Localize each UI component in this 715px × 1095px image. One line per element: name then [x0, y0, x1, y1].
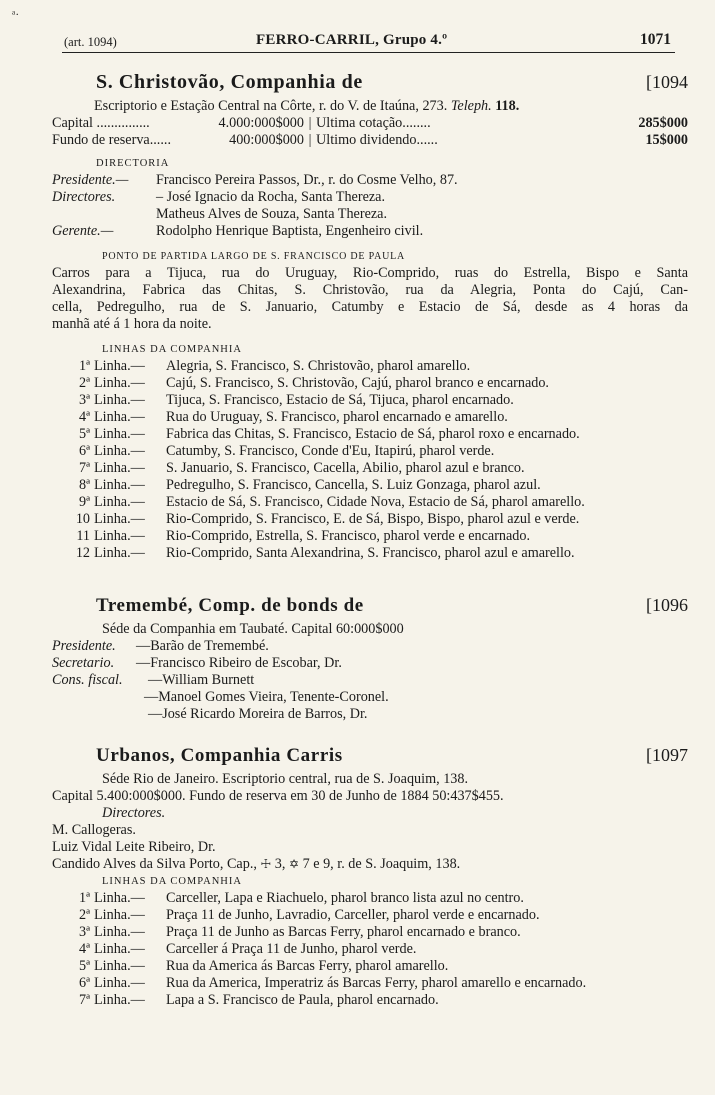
entry-title-row	[52, 747, 688, 771]
linha-row	[52, 511, 688, 528]
directoria-heading: DIRECTORIA	[96, 158, 170, 169]
linha-row	[52, 992, 688, 1009]
page-header	[0, 0, 715, 56]
linha-row	[52, 958, 688, 975]
linha-word: Linha.—	[94, 545, 145, 561]
fundo-row	[52, 132, 688, 149]
entry-1097	[52, 747, 688, 1009]
linha-number: 11	[76, 528, 90, 544]
director-3-address: 7 e 9, r. de S. Joaquim, 138.	[302, 856, 461, 872]
linha-number: 6ª	[78, 443, 90, 459]
presidente-name: —Barão de Tremembé.	[136, 638, 269, 654]
presidente-name: Francisco Pereira Passos, Dr., r. do Cosme Velho, 87.	[156, 172, 458, 188]
linha-row	[52, 375, 688, 392]
capital-row	[52, 115, 688, 132]
linha-route: Rio-Comprido, Estrella, S. Francisco, pharol verde e encarnado.	[166, 528, 531, 544]
linha-row	[52, 975, 688, 992]
ponto-line: cella, Pedregulho, rua de S. Januario, Catumby e Estacio de Sá, desde as 4 horas da	[52, 299, 688, 315]
header-rule	[62, 52, 675, 53]
linha-number: 6ª	[78, 975, 90, 991]
director-2: Matheus Alves de Souza, Santa Thereza.	[156, 206, 388, 222]
ultima-cotacao-label: Ultima cotação........	[316, 115, 431, 131]
linha-number: 10	[75, 511, 90, 527]
cross-icon: ☩	[260, 857, 272, 871]
ponto-line: Alexandrina, Fabrica das Chitas, S. Christovão, rua da Alegria, Ponta do Cajú, Can-	[52, 282, 688, 298]
linha-number: 7ª	[78, 460, 90, 476]
linhas-heading: LINHAS DA COMPANHIA	[102, 876, 242, 887]
linha-number: 3ª	[78, 924, 90, 940]
linha-number: 4ª	[78, 941, 90, 957]
director-2: Luiz Vidal Leite Ribeiro, Dr.	[52, 839, 216, 855]
sede-line: Séde da Companhia em Taubaté. Capital 60:000$000	[102, 621, 404, 637]
entry-title-row	[52, 597, 688, 621]
linha-word: Linha.—	[94, 924, 145, 940]
linha-route: Estacio de Sá, S. Francisco, Cidade Nova, Estacio de Sá, pharol amarello.	[166, 494, 585, 510]
teleph-number: 118.	[495, 98, 520, 114]
linha-word: Linha.—	[94, 958, 145, 974]
linha-route: Carceller, Lapa e Riachuelo, pharol branco lista azul no centro.	[166, 890, 524, 906]
gerente-name: Rodolpho Henrique Baptista, Engenheiro civil.	[156, 223, 424, 239]
entry-title: Tremembé, Comp. de bonds de	[96, 595, 364, 616]
linha-number: 9ª	[78, 494, 90, 510]
linha-route: Pedregulho, S. Francisco, Cancella, S. Luiz Gonzaga, pharol azul.	[166, 477, 541, 493]
column-separator: |	[308, 132, 312, 148]
cons-fiscal-3: —José Ricardo Moreira de Barros, Dr.	[148, 706, 368, 722]
column-separator: |	[308, 115, 312, 131]
linha-route: Rua do Uruguay, S. Francisco, pharol encarnado e amarello.	[166, 409, 508, 425]
linha-number: 2ª	[78, 375, 90, 391]
ultima-cotacao-value: 285$000	[638, 115, 688, 131]
entry-title-row	[52, 71, 688, 98]
entry-title: Urbanos, Companhia Carris	[96, 745, 343, 766]
linha-row	[52, 941, 688, 958]
linha-number: 3ª	[78, 392, 90, 408]
linha-row	[52, 890, 688, 907]
entry-number: [1097	[646, 745, 688, 765]
ponto-line: Carros para a Tijuca, rua do Uruguay, Rio-Comprido, ruas do Estrella, Bispo e Santa	[52, 265, 688, 281]
linha-row	[52, 460, 688, 477]
linha-route: Rua da America ás Barcas Ferry, pharol amarello.	[166, 958, 449, 974]
linha-word: Linha.—	[94, 426, 145, 442]
ultimo-dividendo-value: 15$000	[645, 132, 688, 148]
cons-fiscal-2: —Manoel Gomes Vieira, Tenente-Coronel.	[144, 689, 389, 705]
capital-label: Capital ...............	[52, 115, 150, 131]
director-3-name: Candido Alves da Silva Porto, Cap.,	[52, 856, 257, 872]
linha-word: Linha.—	[94, 975, 145, 991]
presidente-label: Presidente.—	[52, 172, 129, 188]
capital-value: 4.000:000$000	[218, 115, 304, 131]
ponto-heading: PONTO DE PARTIDA LARGO DE S. FRANCISCO DE PAULA	[102, 251, 406, 262]
linha-word: Linha.—	[94, 941, 145, 957]
linha-number: 5ª	[78, 426, 90, 442]
linha-route: Alegria, S. Francisco, S. Christovão, pharol amarello.	[166, 358, 471, 374]
linha-route: S. Januario, S. Francisco, Cacella, Abilio, pharol azul e branco.	[166, 460, 525, 476]
linha-route: Catumby, S. Francisco, Conde d'Eu, Itapirú, pharol verde.	[166, 443, 495, 459]
linha-row	[52, 528, 688, 545]
linha-number: 4ª	[78, 409, 90, 425]
linha-number: 2ª	[78, 907, 90, 923]
entry-number: [1094	[646, 72, 688, 92]
cons-fiscal-label: Cons. fiscal.	[52, 672, 123, 688]
linha-word: Linha.—	[94, 375, 145, 391]
linhas-list	[52, 890, 688, 1009]
presidente-line	[52, 172, 688, 189]
running-title: FERRO-CARRIL, Grupo 4.º	[256, 32, 448, 48]
corner-mark: ᵃ·	[12, 7, 20, 21]
linha-route: Rua da America, Imperatriz ás Barcas Ferry, pharol amarello e encarnado.	[166, 975, 587, 991]
linha-route: Praça 11 de Junho as Barcas Ferry, pharol encarnado e branco.	[166, 924, 521, 940]
directores-label: Directores.	[52, 189, 116, 205]
linhas-list	[52, 358, 688, 562]
teleph-label: Teleph.	[450, 98, 492, 114]
linha-row	[52, 494, 688, 511]
linha-word: Linha.—	[94, 477, 145, 493]
capital-line: Capital 5.400:000$000. Fundo de reserva em 30 de Junho de 1884 50:437$455.	[52, 788, 504, 804]
fundo-value: 400:000$000	[229, 132, 304, 148]
presidente-line	[52, 638, 688, 655]
secretario-label: Secretario.	[52, 655, 115, 671]
linha-number: 1ª	[78, 890, 90, 906]
director-3	[52, 856, 688, 873]
linha-row	[52, 545, 688, 562]
secretario-name: —Francisco Ribeiro de Escobar, Dr.	[136, 655, 342, 671]
linha-word: Linha.—	[94, 443, 145, 459]
linha-word: Linha.—	[94, 907, 145, 923]
gerente-label: Gerente.—	[52, 223, 114, 239]
linha-route: Lapa a S. Francisco de Paula, pharol encarnado.	[166, 992, 439, 1008]
director-3-order: 3,	[274, 856, 286, 872]
linha-row	[52, 477, 688, 494]
linha-number: 7ª	[78, 992, 90, 1008]
linha-word: Linha.—	[94, 460, 145, 476]
linha-word: Linha.—	[94, 494, 145, 510]
office-line	[52, 98, 688, 115]
linha-word: Linha.—	[94, 409, 145, 425]
entry-1094	[52, 71, 688, 562]
cons-fiscal-1: —William Burnett	[148, 672, 255, 688]
director-1: M. Callogeras.	[52, 822, 136, 838]
linhas-heading: LINHAS DA COMPANHIA	[102, 344, 242, 355]
cons-fiscal-line	[52, 672, 688, 689]
linha-route: Fabrica das Chitas, S. Francisco, Estacio de Sá, pharol roxo e encarnado.	[166, 426, 580, 442]
linha-route: Praça 11 de Junho, Lavradio, Carceller, pharol verde e encarnado.	[166, 907, 540, 923]
entry-number: [1096	[646, 595, 688, 615]
entry-1096	[52, 597, 688, 723]
sede-line: Séde Rio de Janeiro. Escriptorio central, rua de S. Joaquim, 138.	[102, 771, 469, 787]
linha-word: Linha.—	[94, 392, 145, 408]
directores-label: Directores.	[102, 805, 166, 821]
linha-route: Carceller á Praça 11 de Junho, pharol verde.	[166, 941, 417, 957]
linha-row	[52, 443, 688, 460]
linha-number: 5ª	[78, 958, 90, 974]
linha-word: Linha.—	[94, 992, 145, 1008]
fundo-label: Fundo de reserva......	[52, 132, 171, 148]
ultimo-dividendo-label: Ultimo dividendo......	[316, 132, 438, 148]
linha-route: Rio-Comprido, S. Francisco, E. de Sá, Bispo, Bispo, pharol azul e verde.	[166, 511, 580, 527]
linha-word: Linha.—	[94, 358, 145, 374]
linha-word: Linha.—	[94, 890, 145, 906]
director-1: – José Ignacio da Rocha, Santa Thereza.	[156, 189, 386, 205]
linha-number: 12	[75, 545, 90, 561]
linha-route: Tijuca, S. Francisco, Estacio de Sá, Tijuca, pharol encarnado.	[166, 392, 514, 408]
office-address: Escriptorio e Estação Central na Côrte, r. do V. de Itaúna, 273.	[94, 98, 448, 114]
entry-title: S. Christovão, Companhia de	[96, 71, 363, 93]
linha-row	[52, 392, 688, 409]
linha-row	[52, 907, 688, 924]
linha-word: Linha.—	[94, 528, 145, 544]
linha-row	[52, 426, 688, 443]
article-ref: (art. 1094)	[64, 35, 117, 49]
linha-word: Linha.—	[94, 511, 145, 527]
linha-row	[52, 409, 688, 426]
linha-route: Rio-Comprido, Santa Alexandrina, S. Francisco, pharol azul e amarello.	[166, 545, 575, 561]
presidente-label: Presidente.	[52, 638, 116, 654]
star-icon: ✡	[288, 857, 300, 871]
page-number: 1071	[640, 31, 671, 48]
linha-number: 8ª	[78, 477, 90, 493]
ponto-last-line: manhã até á 1 hora da noite.	[52, 316, 212, 332]
linha-route: Cajú, S. Francisco, S. Christovão, Cajú, pharol branco e encarnado.	[166, 375, 549, 391]
linha-row	[52, 924, 688, 941]
gerente-line	[52, 223, 688, 240]
linha-number: 1ª	[78, 358, 90, 374]
secretario-line	[52, 655, 688, 672]
directores-line	[52, 189, 688, 206]
linha-row	[52, 358, 688, 375]
